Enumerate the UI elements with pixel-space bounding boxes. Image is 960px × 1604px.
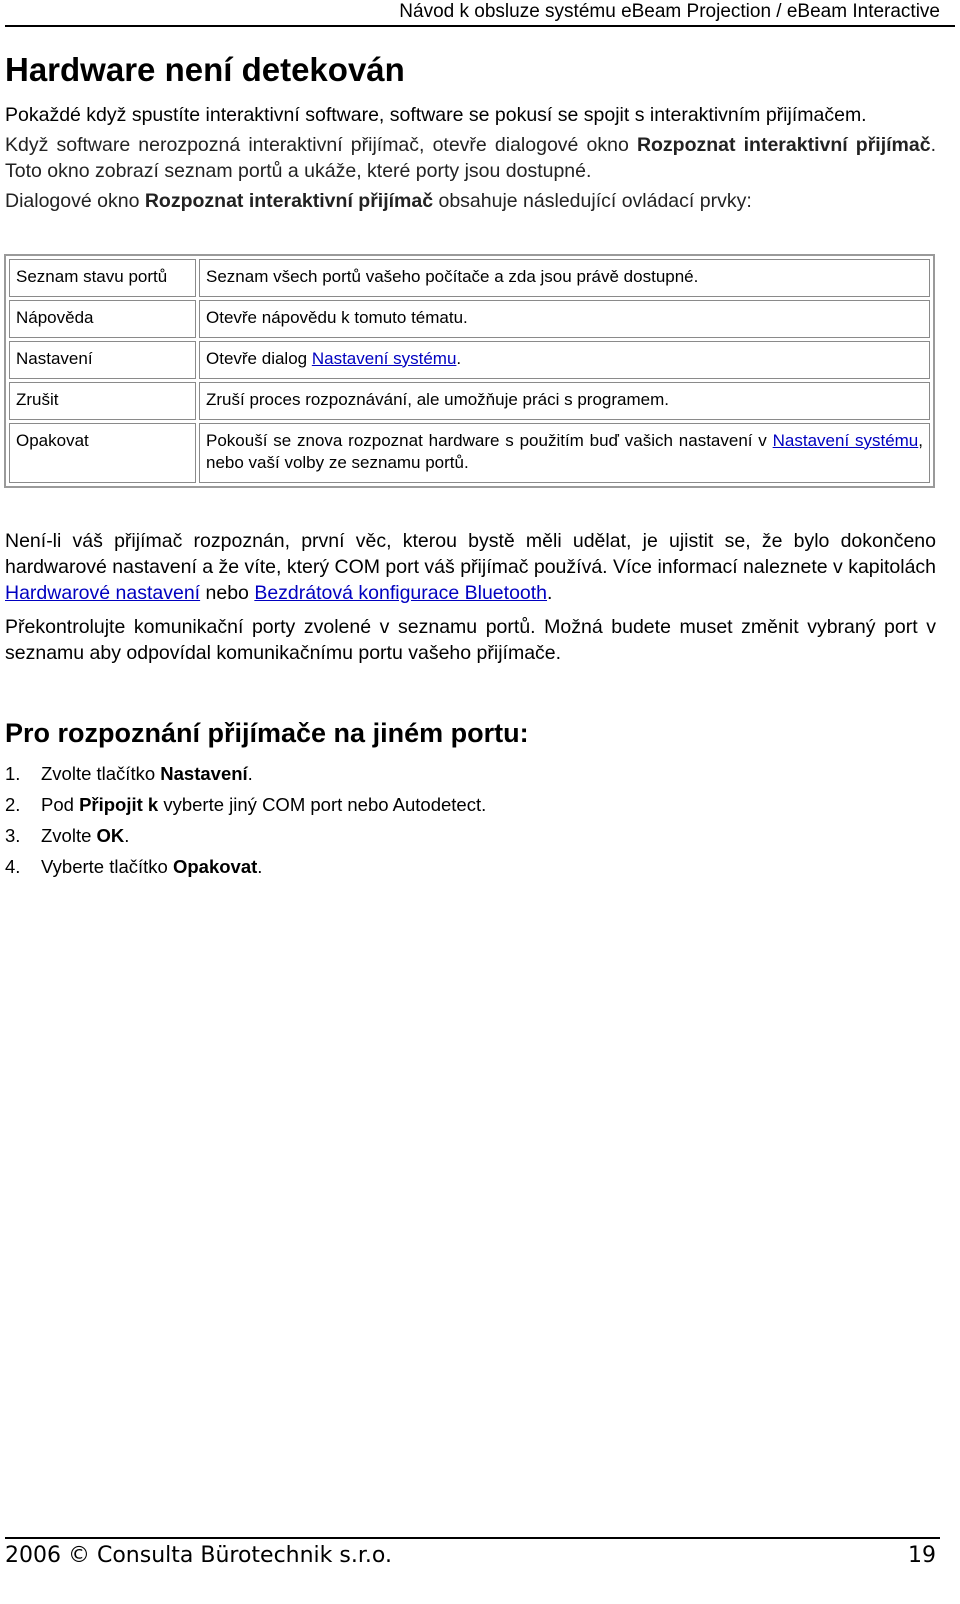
procedure-heading: Pro rozpoznání přijímače na jiném portu: [5, 717, 529, 748]
table-row [9, 382, 930, 420]
list-item [5, 763, 936, 785]
text-segment: Otevře dialog [206, 348, 312, 368]
text-segment: obsahuje následující ovládací prvky: [433, 189, 752, 212]
ui-term: Připojit k [79, 793, 159, 815]
control-name: Seznam stavu portů [9, 259, 196, 297]
step-number: 1. [5, 762, 21, 784]
list-item [5, 825, 936, 847]
text-segment: . [257, 855, 263, 877]
text-segment: Pod [41, 793, 80, 815]
step-number: 4. [5, 855, 21, 877]
intro-paragraph: Pokaždé když spustíte interaktivní software, software se pokusí se spojit s interaktivním přijímačem. [5, 103, 867, 126]
section-heading: Hardware není detekován [5, 51, 405, 88]
ui-term: OK [96, 824, 125, 846]
step-number: 3. [5, 824, 21, 846]
text-segment: . Toto okno zobrazí seznam portů a ukáže, které porty jsou dostupné. [5, 133, 936, 182]
header-title: Návod k obsluze systému eBeam Projection / eBeam Interactive [399, 1, 940, 22]
list-item [5, 794, 936, 816]
text-segment: . [547, 581, 553, 604]
control-name: Opakovat [9, 423, 196, 483]
control-name: Zrušit [9, 382, 196, 420]
text-segment: . [247, 762, 253, 784]
ui-term: Opakovat [172, 855, 258, 877]
text-segment: vyberte jiný COM port nebo Autodetect. [158, 793, 487, 815]
text-segment: nebo [200, 581, 255, 604]
footer-copyright: 2006 © Consulta Bürotechnik s.r.o. [5, 1543, 392, 1568]
page-footer [0, 1537, 960, 1577]
table-row [9, 341, 930, 379]
dialog-name: Rozpoznat interaktivní přijímač [636, 133, 931, 156]
bluetooth-config-link[interactable]: Bezdrátová konfigurace Bluetooth [254, 581, 548, 604]
control-description: Seznam všech portů vašeho počítače a zda jsou právě dostupné. [199, 259, 930, 297]
troubleshoot-paragraph [5, 528, 936, 606]
text-segment: . [124, 824, 130, 846]
control-name: Nastavení [9, 341, 196, 379]
text-segment: Vyberte tlačítko [41, 855, 173, 877]
page-number: 19 [908, 1543, 936, 1568]
page-content [5, 50, 936, 887]
system-settings-link[interactable]: Nastavení systému [772, 430, 919, 450]
step-number: 2. [5, 793, 21, 815]
hardware-setup-link[interactable]: Hardwarové nastavení [5, 581, 201, 604]
controls-intro-paragraph [5, 188, 936, 214]
text-segment: Dialogové okno [5, 189, 145, 212]
text-segment: Není-li váš přijímač rozpoznán, první věc, kterou bystě měli udělat, je ujistit se, že bylo dokončeno hardwarové nastavení a že víte, který COM port váš přijímač používá. Více informací naleznete v kapitolách [5, 529, 937, 578]
page-header [0, 0, 960, 26]
system-settings-link[interactable]: Nastavení systému [311, 348, 457, 368]
control-description: Zruší proces rozpoznávání, ale umožňuje práci s programem. [199, 382, 930, 420]
text-segment: Když software nerozpozná interaktivní přijímač, otevře dialogové okno [5, 133, 637, 156]
dialog-name: Rozpoznat interaktivní přijímač [144, 189, 434, 212]
footer-divider [5, 1537, 940, 1539]
control-description [199, 341, 930, 379]
table-row [9, 300, 930, 338]
table-row [9, 423, 930, 483]
controls-table [4, 254, 935, 488]
text-segment: Pokouší se znova rozpoznat hardware s použitím buď vašich nastavení v [206, 430, 773, 450]
procedure-steps [5, 763, 936, 878]
control-name: Nápověda [9, 300, 196, 338]
control-description [199, 423, 930, 483]
header-divider [5, 25, 955, 27]
port-check-paragraph: Překontrolujte komunikační porty zvolené v seznamu portů. Možná budete muset změnit vybraný port v seznamu aby odpovídal komunikačnímu portu vašeho přijímače. [5, 615, 936, 664]
text-segment: Zvolte [41, 824, 97, 846]
text-segment: . [456, 348, 462, 368]
control-description: Otevře nápovědu k tomuto tématu. [199, 300, 930, 338]
ui-term: Nastavení [160, 762, 248, 784]
table-row [9, 259, 930, 297]
text-segment: , nebo vaší volby ze seznamu portů. [206, 430, 923, 472]
list-item [5, 856, 936, 878]
dialog-paragraph [5, 132, 936, 184]
text-segment: Zvolte tlačítko [41, 762, 161, 784]
